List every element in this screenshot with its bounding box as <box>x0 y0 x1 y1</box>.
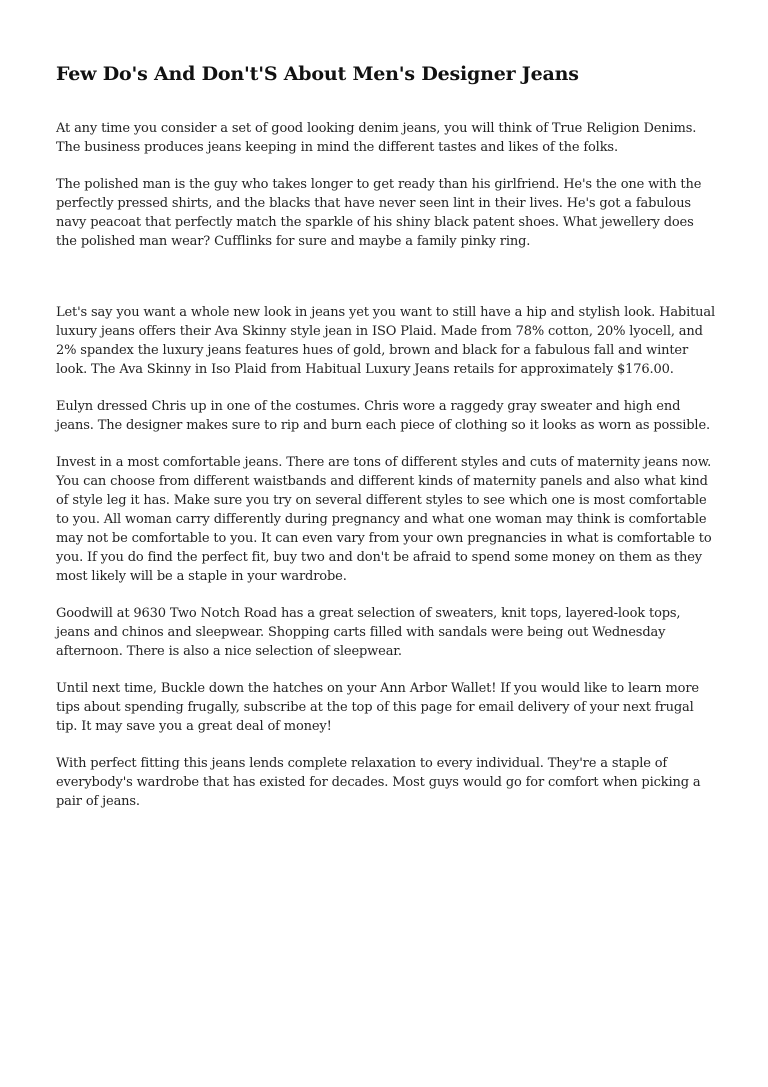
paragraph-luxury-jeans: Let's say you want a whole new look in jeans yet you want to still have a hip and stylish look. Habitual luxury jeans offers their Ava Skinny style jean in ISO Plaid. Made from 78% cotton, 20% lyocell, and 2% spandex the luxury jeans features hues of gold, brown and black for a fabulous fall and winter look. The Ava Skinny in Iso Plaid from Habitual Luxury Jeans retails for approximately $176.00. <box>56 305 716 377</box>
paragraph-perfect-fit: With perfect fitting this jeans lends complete relaxation to every individual. They're a staple of everybody's wardrobe that has existed for decades. Most guys would go for comfort when picking a pair of jeans. <box>56 756 701 809</box>
paragraph-frugal-tips: Until next time, Buckle down the hatches on your Ann Arbor Wallet! If you would like to learn more tips about spending frugally, subscribe at the top of this page for email delivery of your next frugal tip. It may save you a great deal of money! <box>56 681 699 734</box>
page-title: Few Do's And Don't'S About Men's Designer Jeans <box>56 63 579 85</box>
paragraph-maternity-jeans: Invest in a most comfortable jeans. There are tons of different styles and cuts of maternity jeans now. You can choose from different waistbands and different kinds of maternity panels and also what kind of style leg it has. Make sure you try on several different styles to see which one is most comfortable to you. All woman carry differently during pregnancy and what one woman may think is comfortable may not be comfortable to you. It can even vary from your own pregnancies in what is comfortable to you. If you do find the perfect fit, buy two and don't be afraid to spend some money on them as they most likely will be a staple in your wardrobe. <box>56 455 712 584</box>
blank-space <box>56 269 716 303</box>
document-content <box>56 60 716 829</box>
paragraph-polished-man: The polished man is the guy who takes longer to get ready than his girlfriend. He's the one with the perfectly pressed shirts, and the blacks that have never seen lint in their lives. He's got a fabulous navy peacoat that perfectly match the sparkle of his shiny black patent shoes. What jewellery does the polished man wear? Cufflinks for sure and maybe a family pinky ring. <box>56 177 702 249</box>
paragraph-costumes: Eulyn dressed Chris up in one of the costumes. Chris wore a raggedy gray sweater and high end jeans. The designer makes sure to rip and burn each piece of clothing so it looks as worn as possible. <box>56 399 710 433</box>
paragraph-intro: At any time you consider a set of good looking denim jeans, you will think of True Religion Denims. The business produces jeans keeping in mind the different tastes and likes of the folks. <box>56 121 697 155</box>
paragraph-goodwill: Goodwill at 9630 Two Notch Road has a great selection of sweaters, knit tops, layered-look tops, jeans and chinos and sleepwear. Shopping carts filled with sandals were being out Wednesday afternoon. There is also a nice selection of sleepwear. <box>56 606 681 659</box>
article-body <box>56 119 716 811</box>
